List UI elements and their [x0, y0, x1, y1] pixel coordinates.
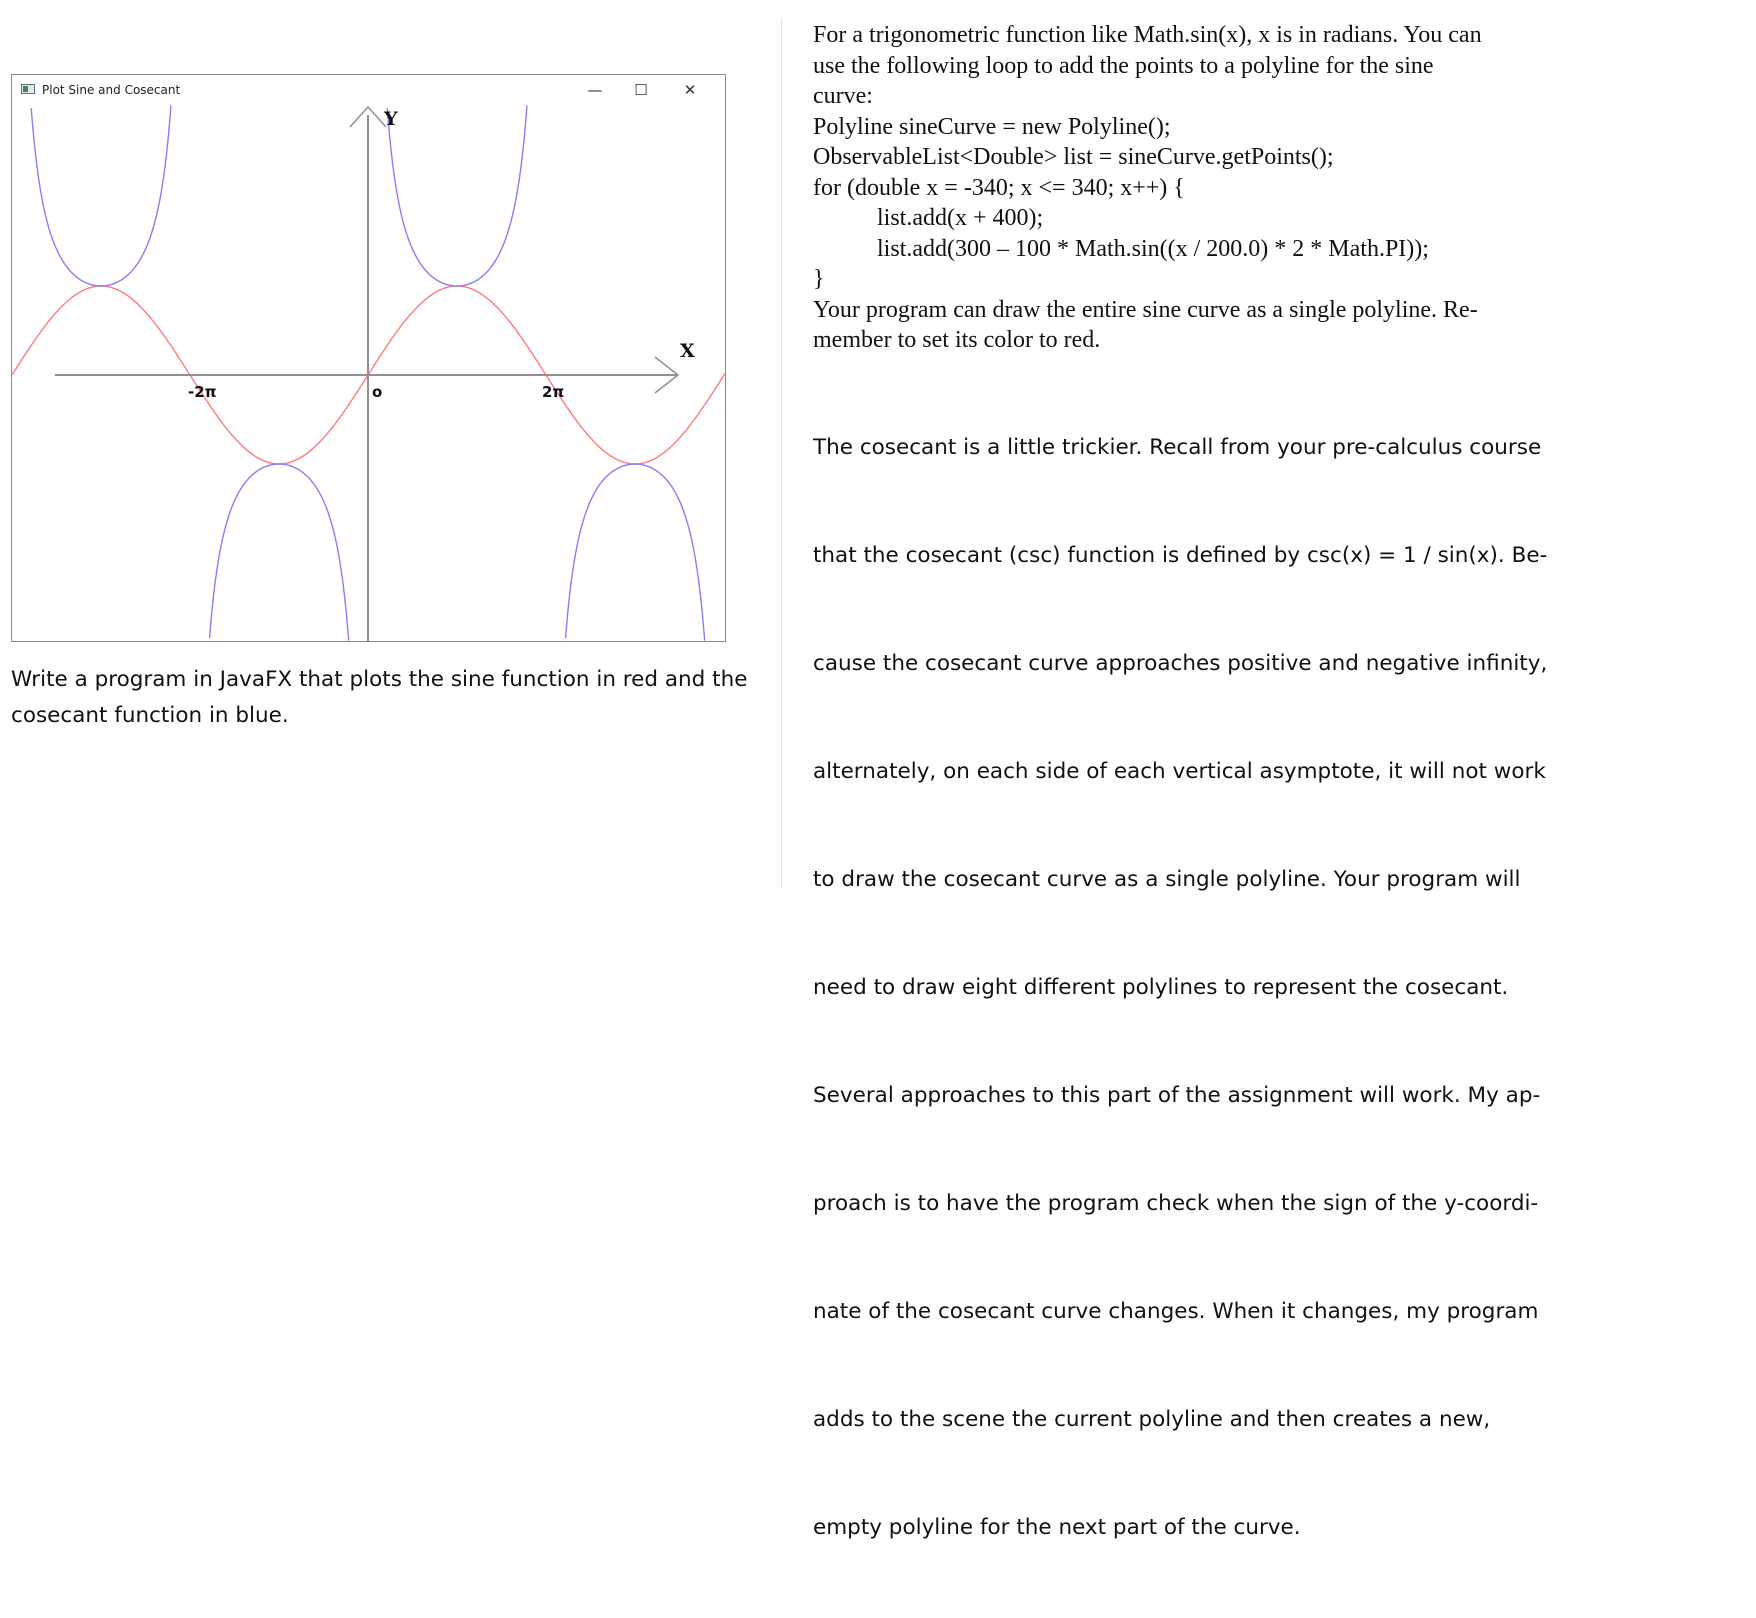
sine-cosecant-plot — [12, 105, 725, 641]
cosecant-line: adds to the scene the current polyline and then creates a new, — [813, 1406, 1491, 1432]
cosecant-branch — [210, 464, 349, 641]
cosecant-branch — [387, 106, 527, 287]
caption-line: Write a program in JavaFX that plots the sine function in red and the — [11, 667, 748, 692]
window-titlebar[interactable] — [12, 75, 725, 105]
intro-line: curve: — [813, 83, 873, 109]
close-button[interactable]: ✕ — [683, 81, 697, 99]
app-icon — [21, 84, 35, 94]
column-divider — [781, 18, 782, 888]
code-closing-brace: } — [813, 266, 825, 292]
assignment-description — [11, 662, 771, 734]
cosecant-line: to draw the cosecant curve as a single polyline. Your program will — [813, 866, 1521, 892]
code-line-indented: list.add(x + 400); — [877, 205, 1044, 231]
tick-label-neg-2pi: -2π — [188, 383, 217, 401]
code-line: Polyline sineCurve = new Polyline(); — [813, 113, 1171, 140]
plot-window — [11, 74, 726, 642]
minimize-button[interactable]: — — [587, 81, 603, 99]
code-line: for (double x = -340; x <= 340; x++) { — [813, 174, 1185, 201]
x-axis-label: X — [680, 340, 695, 362]
cosecant-branch — [31, 106, 171, 287]
instructions-column — [813, 20, 1553, 1618]
cosecant-line: The cosecant is a little trickier. Recall from your pre-calculus course — [813, 434, 1542, 460]
cosecant-line: alternately, on each side of each vertical asymptote, it will not work — [813, 758, 1546, 784]
cosecant-line: nate of the cosecant curve changes. When it changes, my program — [813, 1298, 1539, 1324]
cosecant-line: Several approaches to this part of the assignment will work. My ap- — [813, 1082, 1541, 1108]
code-line: ObservableList<Double> list = sineCurve.getPoints(); — [813, 144, 1334, 170]
cosecant-paragraph — [813, 358, 1553, 1618]
cosecant-branch — [566, 464, 705, 641]
cosecant-line: that the cosecant (csc) function is defined by csc(x) = 1 / sin(x). Be- — [813, 542, 1548, 568]
code-line-indented: list.add(300 – 100 * Math.sin((x / 200.0) * 2 * Math.PI)); — [877, 235, 1429, 262]
intro-line: use the following loop to add the points to a polyline for the sine — [813, 52, 1434, 79]
window-title: Plot Sine and Cosecant — [42, 83, 181, 97]
sine-note-line: member to set its color to red. — [813, 327, 1101, 353]
caption-line: cosecant function in blue. — [11, 703, 289, 728]
sine-note-line: Your program can draw the entire sine curve as a single polyline. Re- — [813, 296, 1478, 323]
cosecant-line: cause the cosecant curve approaches positive and negative infinity, — [813, 650, 1548, 676]
tick-label-2pi: 2π — [542, 383, 565, 401]
y-axis-label: Y — [384, 108, 398, 130]
cosecant-line: proach is to have the program check when the sign of the y-coordi- — [813, 1190, 1539, 1216]
cosecant-line: empty polyline for the next part of the curve. — [813, 1514, 1301, 1540]
intro-line: For a trigonometric function like Math.sin(x), x is in radians. You can — [813, 22, 1482, 48]
maximize-button[interactable]: ☐ — [634, 81, 648, 99]
tick-label-origin: o — [372, 383, 383, 401]
cosecant-line: need to draw eight different polylines to represent the cosecant. — [813, 974, 1509, 1000]
